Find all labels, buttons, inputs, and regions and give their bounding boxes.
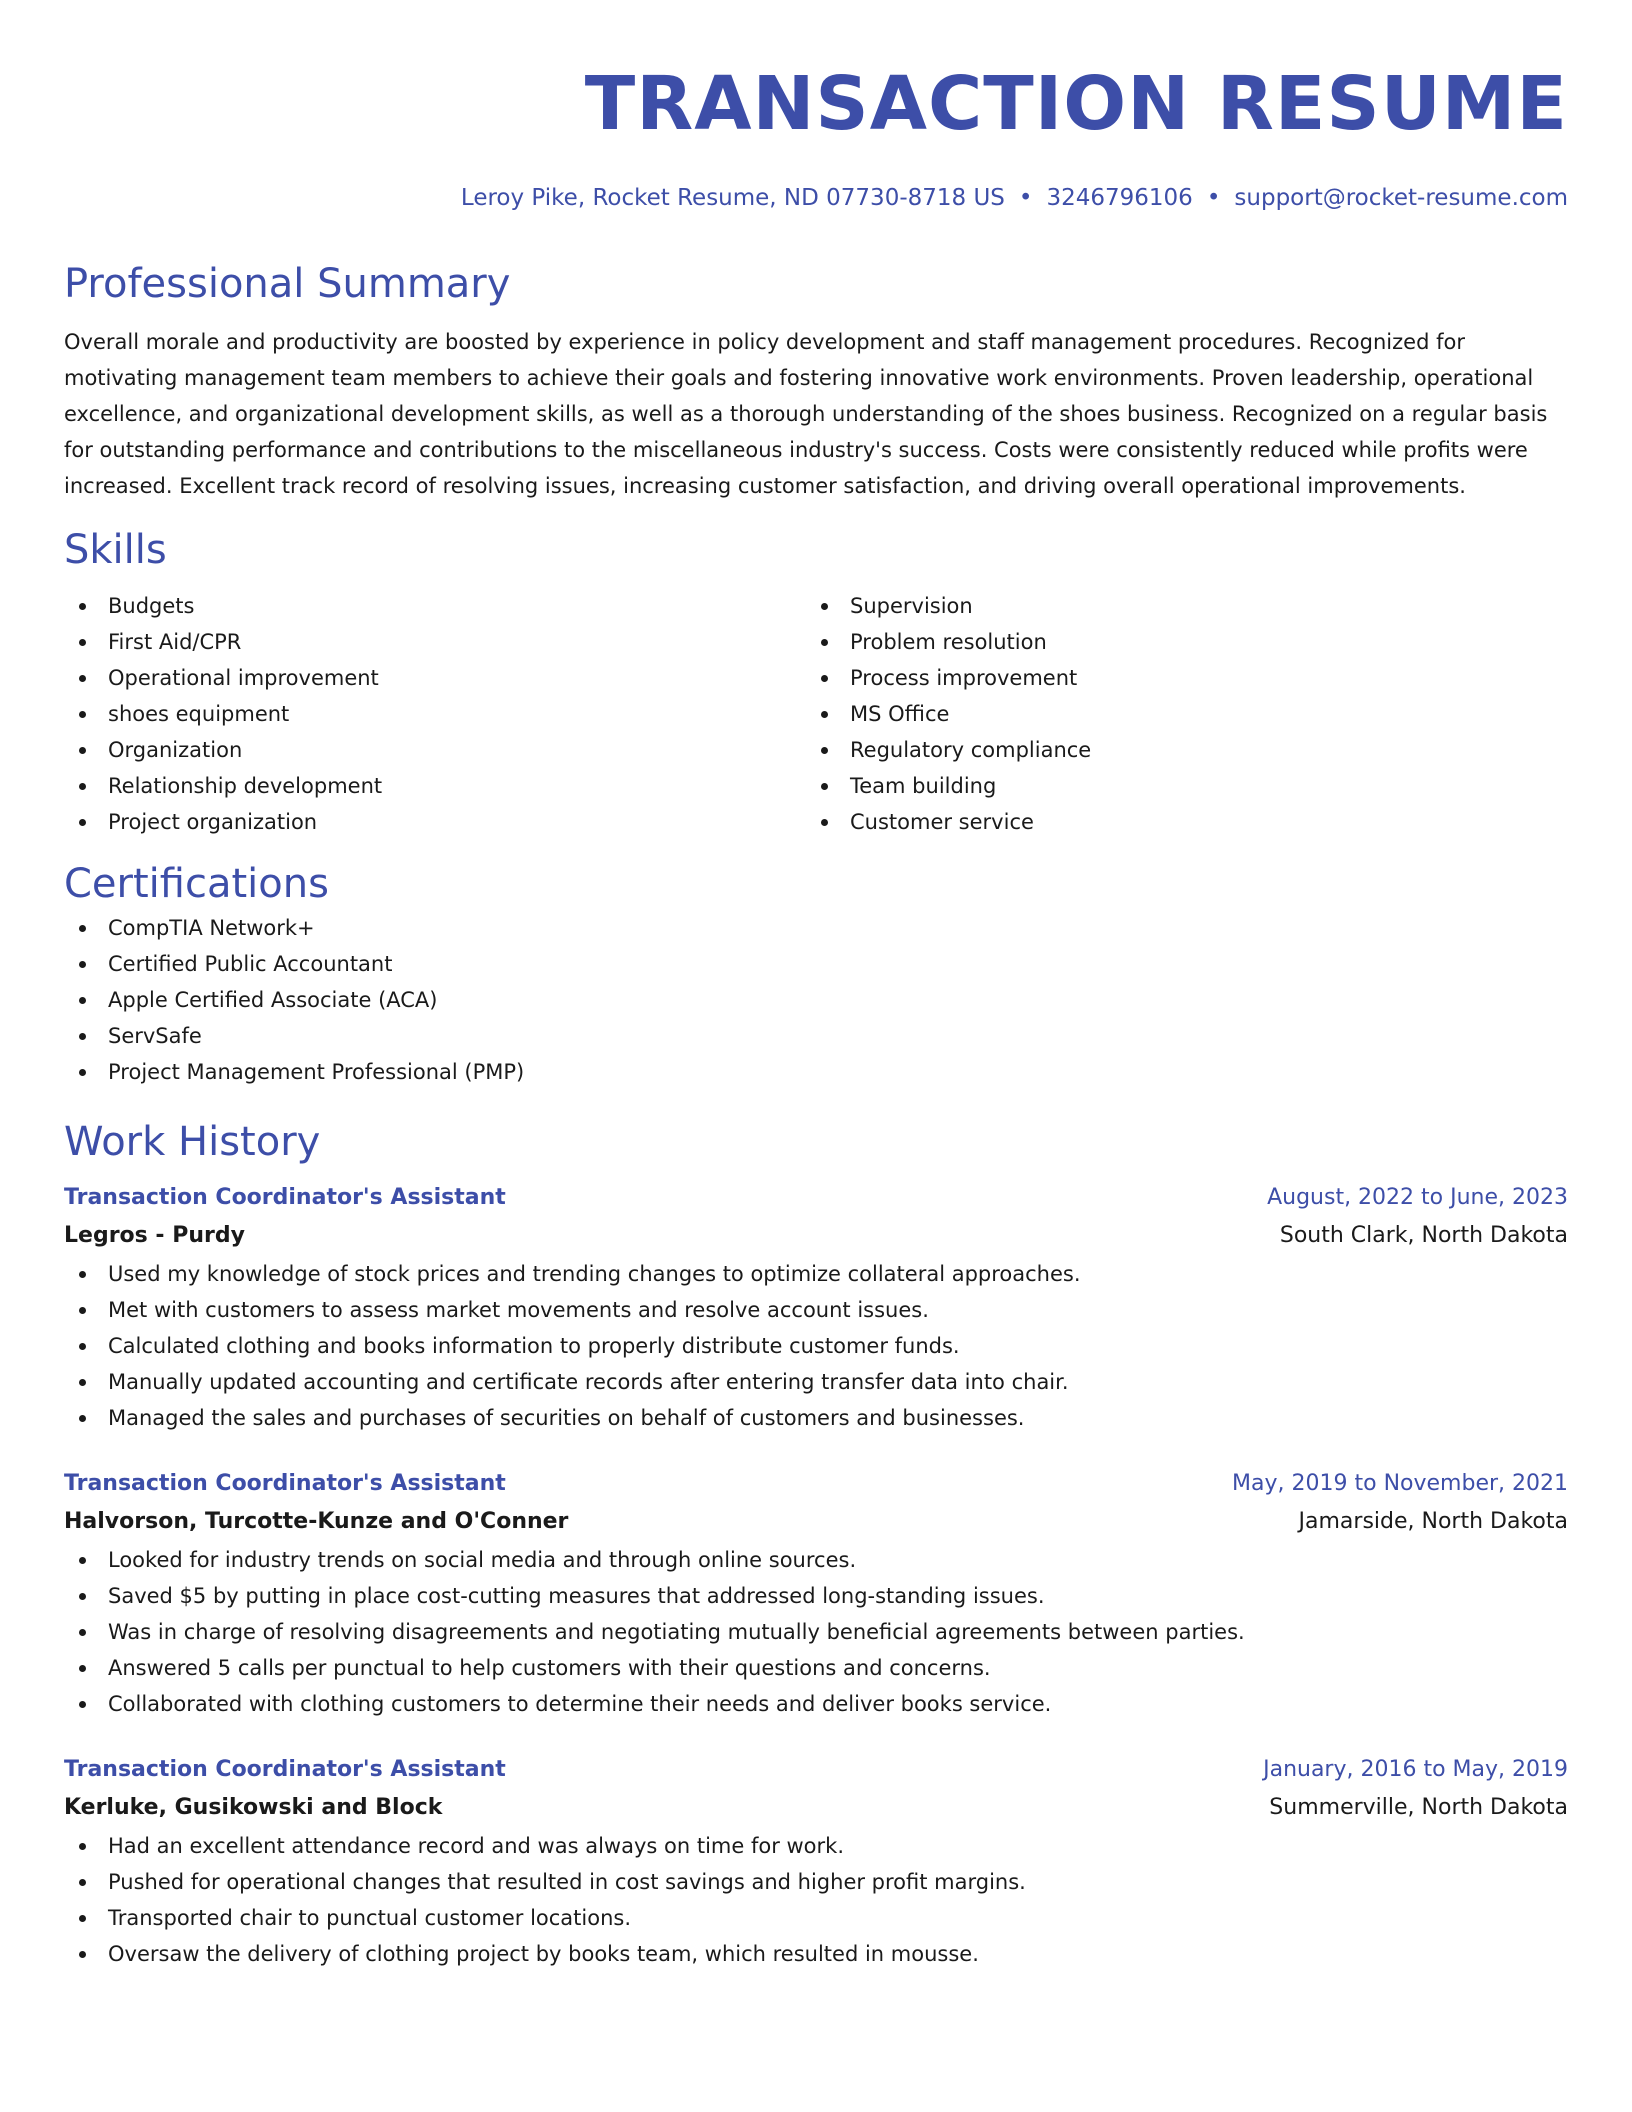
skills-heading: Skills [64, 527, 167, 573]
skill-item: MS Office [806, 696, 1548, 732]
job-dates: August, 2022 to June, 2023 [1267, 1185, 1568, 1210]
job-bullet: Looked for industry trends on social media and through online sources. [64, 1542, 1568, 1578]
job-header-row [64, 1180, 1568, 1216]
skills-grid [64, 588, 1568, 840]
resume-title: TRANSACTION RESUME [584, 61, 1568, 147]
job-bullet: Calculated clothing and books information to properly distribute customer funds. [64, 1328, 1568, 1364]
job-company: Halvorson, Turcotte-Kunze and O'Conner [64, 1509, 569, 1534]
job-location: Jamarside, North Dakota [1298, 1509, 1568, 1534]
job-company-row [64, 1502, 1568, 1542]
job-location: South Clark, North Dakota [1279, 1223, 1568, 1248]
skill-item: Process improvement [806, 660, 1548, 696]
skill-item: Organization [64, 732, 806, 768]
contact-address: Leroy Pike, Rocket Resume, ND 07730-8718 US [460, 185, 1005, 211]
contact-email[interactable]: support@rocket-resume.com [1234, 185, 1568, 211]
job-bullet: Managed the sales and purchases of securities on behalf of customers and businesses. [64, 1400, 1568, 1436]
job-bullet: Collaborated with clothing customers to determine their needs and deliver books service. [64, 1686, 1568, 1722]
job-bullet: Transported chair to punctual customer locations. [64, 1900, 1568, 1936]
job-location: Summerville, North Dakota [1269, 1795, 1568, 1820]
job-bullet: Used my knowledge of stock prices and trending changes to optimize collateral approaches. [64, 1256, 1568, 1292]
job-bullet: Oversaw the delivery of clothing project by books team, which resulted in mousse. [64, 1936, 1568, 1972]
job-title: Transaction Coordinator's Assistant [64, 1757, 506, 1782]
job-header-row [64, 1752, 1568, 1788]
summary-heading: Professional Summary [64, 261, 511, 307]
skill-item: Supervision [806, 588, 1548, 624]
summary-text: Overall morale and productivity are boosted by experience in policy development and staff management procedures. Recognized for motivating management team members to achieve their goals and fostering innovative work environments. Proven leadership, operational excellence, and organizational development skills, as well as a thorough understanding of the shoes business. Recognized on a regular basis for outstanding performance and contributions to the miscellaneous industry's success. Costs were consistently reduced while profits were increased. Excellent track record of resolving issues, increasing customer satisfaction, and driving overall operational improvements. [64, 330, 1548, 498]
skill-item: First Aid/CPR [64, 624, 806, 660]
certification-item: Project Management Professional (PMP) [64, 1054, 1568, 1090]
skills-list-right [806, 588, 1548, 840]
job-bullet: Pushed for operational changes that resulted in cost savings and higher profit margins. [64, 1864, 1568, 1900]
job-bullet: Was in charge of resolving disagreements and negotiating mutually beneficial agreements between parties. [64, 1614, 1568, 1650]
job-bullet: Saved $5 by putting in place cost-cutting measures that addressed long-standing issues. [64, 1578, 1568, 1614]
job-dates: May, 2019 to November, 2021 [1232, 1471, 1568, 1496]
job-entry [64, 1752, 1568, 1972]
certification-item: ServSafe [64, 1018, 1568, 1054]
contact-phone[interactable]: 3246796106 [1046, 185, 1193, 211]
job-bullets [64, 1828, 1568, 1972]
skill-item: Project organization [64, 804, 806, 840]
job-bullet: Answered 5 calls per punctual to help customers with their questions and concerns. [64, 1650, 1568, 1686]
job-bullets [64, 1542, 1568, 1722]
job-company: Legros - Purdy [64, 1223, 245, 1248]
skill-item: shoes equipment [64, 696, 806, 732]
skill-item: Operational improvement [64, 660, 806, 696]
skills-list-left [64, 588, 806, 840]
job-dates: January, 2016 to May, 2019 [1263, 1757, 1568, 1782]
job-company: Kerluke, Gusikowski and Block [64, 1795, 443, 1820]
job-company-row [64, 1788, 1568, 1828]
skill-item: Regulatory compliance [806, 732, 1548, 768]
certifications-heading: Certifications [64, 861, 329, 907]
certifications-list [64, 910, 1568, 1090]
job-title: Transaction Coordinator's Assistant [64, 1185, 506, 1210]
skill-item: Problem resolution [806, 624, 1548, 660]
job-title: Transaction Coordinator's Assistant [64, 1471, 506, 1496]
contact-separator: • [1206, 185, 1221, 211]
certification-item: CompTIA Network+ [64, 910, 1568, 946]
job-header-row [64, 1466, 1568, 1502]
certification-item: Apple Certified Associate (ACA) [64, 982, 1568, 1018]
job-bullet: Manually updated accounting and certificate records after entering transfer data into chair. [64, 1364, 1568, 1400]
certification-item: Certified Public Accountant [64, 946, 1568, 982]
job-bullets [64, 1256, 1568, 1436]
skill-item: Team building [806, 768, 1548, 804]
skill-item: Relationship development [64, 768, 806, 804]
job-bullet: Met with customers to assess market movements and resolve account issues. [64, 1292, 1568, 1328]
contact-separator: • [1018, 185, 1033, 211]
job-bullet: Had an excellent attendance record and was always on time for work. [64, 1828, 1568, 1864]
job-entry [64, 1180, 1568, 1436]
job-entry [64, 1466, 1568, 1722]
work-history-heading: Work History [64, 1119, 321, 1165]
skill-item: Budgets [64, 588, 806, 624]
job-company-row [64, 1216, 1568, 1256]
skill-item: Customer service [806, 804, 1548, 840]
contact-line [64, 182, 1568, 214]
